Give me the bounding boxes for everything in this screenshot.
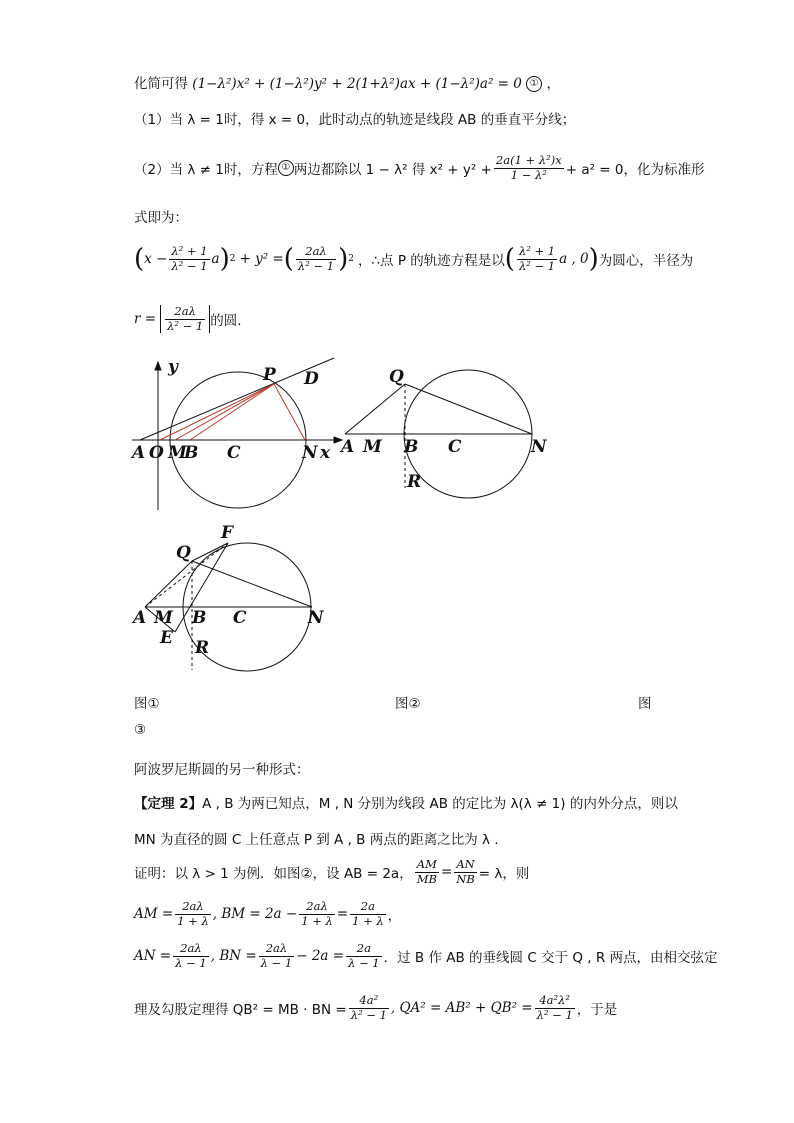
abs-value (160, 305, 210, 332)
qa-squared-eq: , QA² = AB² + QB² = (390, 1000, 533, 1016)
fraction-numerator: 2a(1 + λ²)x (495, 153, 562, 168)
fraction-numerator: 2aλ (165, 305, 205, 319)
label-a: A (132, 443, 146, 463)
y-axis-arrow (155, 362, 161, 370)
an-eq: AN = (134, 948, 172, 964)
line-op (160, 384, 274, 440)
paren-open: ( (283, 244, 294, 274)
line-aq (345, 384, 405, 434)
theorem-2-line-2: MN 为直径的圆 C 上任意点 P 到 A , B 两点的距离之比为 λ . (134, 832, 499, 848)
fraction-denominator: λ² − 1 (171, 258, 208, 273)
figure-3 (145, 543, 312, 671)
qb-squared-fraction (349, 994, 389, 1021)
fraction-denominator: λ² − 1 (536, 1007, 573, 1022)
am-eq: AM = (134, 906, 174, 922)
theorem-text: A , B 为两已知点，M , N 分别为线段 AB 的定比为 λ(λ ≠ 1) 的内外分点，则以 (202, 796, 678, 812)
radius-text: 为圆心，半径为 (598, 253, 694, 269)
fraction-numerator: 2aλ (175, 900, 211, 914)
fraction-denominator: MB (416, 871, 437, 886)
label-m: M (154, 608, 173, 628)
label-c: C (233, 608, 247, 628)
geometry-figures (0, 340, 794, 700)
locus-text: ，∴点 P 的轨迹方程是以 (357, 253, 505, 269)
fraction-numerator: 2a (346, 942, 382, 956)
label-a: A (341, 437, 355, 457)
proof-line-3 (134, 936, 718, 976)
fraction-numerator: AN (454, 858, 477, 872)
theorem-2-line-1 (134, 792, 678, 812)
fraction-denominator: 1 + λ (352, 913, 384, 928)
label-e: E (160, 628, 173, 648)
standard-form-text: 式即为： (134, 210, 188, 226)
fraction-numerator: 2a (350, 900, 386, 914)
perpendicular-text: ．过 B 作 AB 的垂线圆 C 交于 Q , R 两点，由相交弦定 (383, 950, 718, 966)
fraction-numerator: λ² + 1 (171, 244, 208, 259)
bn-eq: , BN = (210, 948, 257, 964)
paren-open: ( (504, 244, 515, 274)
fraction-denominator: 1 − λ² (510, 167, 547, 182)
case-one-line (134, 108, 575, 128)
proof-suffix: = λ，则 (478, 866, 530, 882)
label-b: B (184, 443, 199, 463)
line1-prefix: 化简可得 (134, 76, 188, 92)
paren-close: ) (588, 244, 599, 274)
fraction-numerator: 2aλ (299, 900, 335, 914)
line-bp (190, 384, 274, 440)
am-fraction (175, 900, 211, 927)
circled-one-mark: ① (278, 160, 294, 176)
fraction-denominator: λ² − 1 (167, 318, 204, 333)
minus-2a: − 2a = (296, 948, 345, 964)
label-f: F (221, 523, 234, 543)
apollonius-heading: 阿波罗尼斯圆的另一种形式： (134, 762, 310, 778)
line1-formula: (1−λ²)x² + (1−λ²)y² + 2(1+λ²)ax + (1−λ²)a² = 0 (192, 76, 522, 92)
chord-text: 理及勾股定理得 QB² = MB · BN = (134, 1002, 347, 1018)
radius-line (134, 298, 242, 340)
fraction-numerator: λ² + 1 (518, 244, 556, 259)
case-two-line (134, 148, 705, 188)
radius-r: r = (134, 311, 157, 327)
caption-figure-1: 图① (134, 696, 160, 712)
eq-mid: + y² = (239, 251, 284, 267)
case-two-prefix: （2）当 λ ≠ 1时，方程 (134, 162, 278, 178)
label-c: C (448, 437, 462, 457)
an-fraction (173, 942, 209, 969)
equation-line-1 (134, 72, 560, 92)
label-a: A (133, 608, 147, 628)
ratio-an-nb (454, 858, 477, 885)
fraction-denominator: λ² − 1 (518, 258, 556, 273)
proof-line-4 (134, 988, 617, 1028)
fraction-numerator: 4a²λ² (535, 994, 575, 1008)
label-d: D (304, 369, 319, 389)
case-two-mid: 两边都除以 1 − λ² 得 x² + y² + (293, 162, 492, 178)
center-tail: a , 0 (559, 251, 589, 267)
qa-squared-fraction (535, 994, 575, 1021)
caption-figure-3-b: ③ (134, 722, 147, 738)
proof-line-2 (134, 894, 401, 934)
fraction-numerator: 2aλ (173, 942, 209, 956)
proof-prefix: 证明：以 λ > 1 为例．如图②，设 AB = 2a， (134, 866, 413, 882)
line-aq (145, 561, 192, 607)
label-p: P (263, 365, 276, 385)
eq-a: a (211, 251, 220, 267)
bm-fraction-2 (350, 900, 386, 927)
circled-one-mark: ① (526, 76, 542, 92)
fraction-numerator: 4a² (349, 994, 389, 1008)
ratio-am-mb (415, 858, 439, 885)
paren-open: ( (134, 244, 145, 274)
proof-line-1 (134, 852, 529, 892)
label-r: R (195, 638, 210, 658)
label-r: R (407, 472, 422, 492)
label-b: B (192, 608, 207, 628)
label-q: Q (176, 543, 191, 563)
radius-abs-fraction (165, 305, 205, 332)
label-n: N (531, 437, 547, 457)
fraction-denominator: λ − 1 (260, 955, 293, 970)
circle-equation-line: ( x − $\frac{\text{λ² + 1}}{\text{λ² − 1}}$ a ) 2 + y² = ( $\frac{2a\lambda}{\text{λ² − 1}}$ ) 2 ，∴点 P 的轨迹方程是以 ( $\frac{\text{λ² + 1}}{\text{λ² − 1}}$ a , 0 ) 为圆心，半径为 (134, 244, 694, 274)
line-qn (405, 384, 532, 434)
label-n: N (308, 608, 324, 628)
paren-close: ) (338, 244, 349, 274)
fraction-denominator: λ − 1 (175, 955, 207, 970)
bm-eq: , BM = 2a − (212, 906, 298, 922)
fraction-numerator: AM (415, 858, 439, 872)
thus-text: ，于是 (576, 1002, 618, 1018)
label-b: B (404, 437, 419, 457)
label-o: O (149, 443, 164, 463)
label-m: M (168, 443, 187, 463)
case-two-fraction (494, 154, 564, 181)
line-qn (192, 561, 312, 607)
standard-form-line (134, 206, 188, 226)
label-y: y (168, 357, 178, 377)
bm-fraction-1 (299, 900, 335, 927)
label-q: Q (389, 367, 404, 387)
eq-sign: = (440, 864, 453, 880)
bn-fraction-2 (346, 942, 382, 969)
fraction-numerator: 2aλ (296, 245, 336, 259)
eq-left: x − (144, 251, 168, 267)
case-two-suffix: + a² = 0，化为标准形 (565, 162, 705, 178)
caption-figure-2: 图② (395, 696, 421, 712)
eq-sign: = (336, 906, 349, 922)
fraction-denominator: NB (456, 871, 475, 886)
fraction-denominator: λ² − 1 (297, 258, 335, 273)
bn-fraction-1 (259, 942, 295, 969)
label-c: C (227, 443, 241, 463)
radius-tail: 的圆. (210, 313, 242, 329)
center-fraction (169, 245, 209, 272)
theorem-tag: 【定理 2】 (134, 796, 203, 812)
fraction-denominator: λ − 1 (348, 955, 380, 970)
label-x: x (320, 443, 331, 463)
figure-2 (345, 370, 532, 498)
fraction-denominator: 1 + λ (177, 913, 209, 928)
fraction-numerator: 2aλ (259, 942, 295, 956)
label-n: N (302, 443, 318, 463)
caption-figure-3-a: 图 (638, 696, 652, 712)
radius-fraction (296, 245, 336, 272)
fraction-denominator: 1 + λ (301, 913, 333, 928)
label-m: M (363, 437, 382, 457)
center-x-fraction (517, 245, 557, 272)
fraction-denominator: λ² − 1 (350, 1007, 387, 1022)
comma: ， (387, 908, 402, 924)
line1-suffix: ， (546, 76, 560, 92)
paren-close: ) (219, 244, 230, 274)
case-one-text: （1）当 λ = 1时，得 x = 0，此时动点的轨迹是线段 AB 的垂直平分线； (134, 112, 576, 128)
